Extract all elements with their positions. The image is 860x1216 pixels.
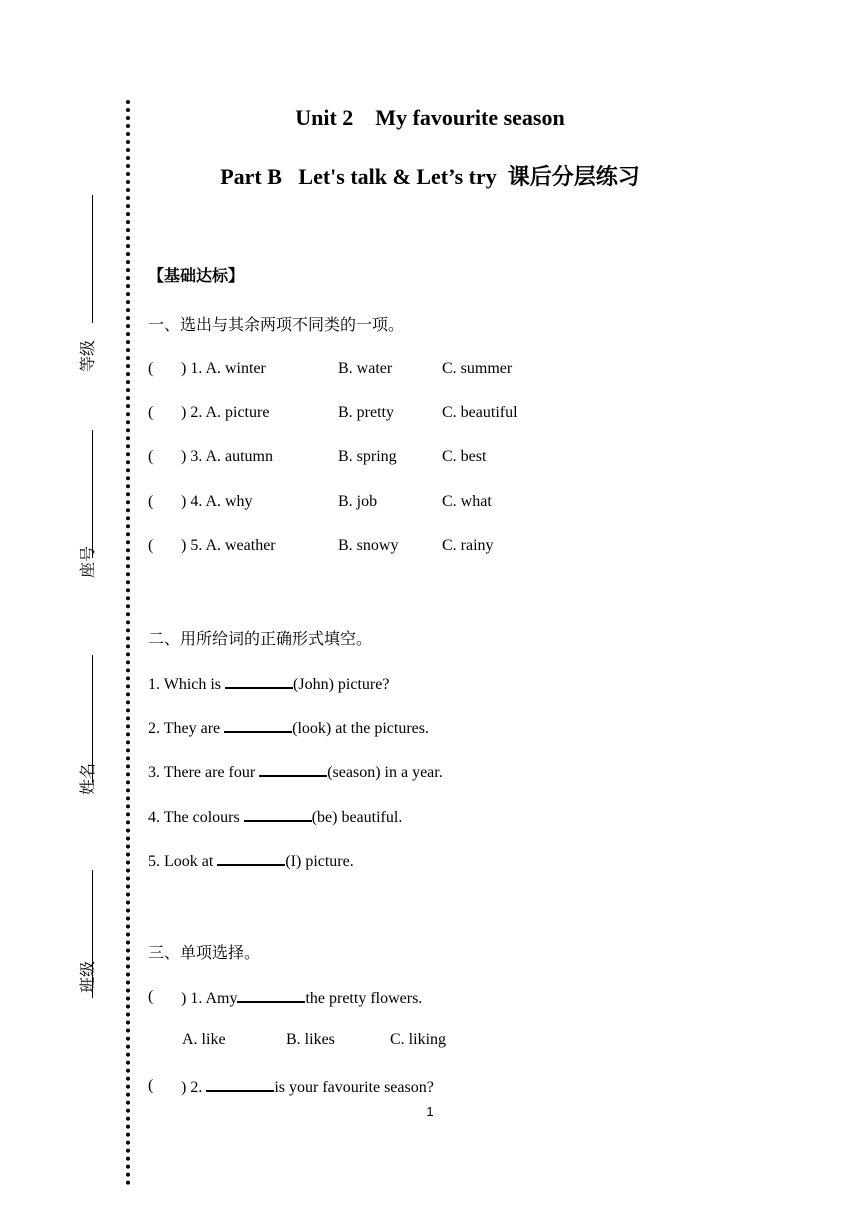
- answer-paren: (: [148, 448, 154, 465]
- name-label: 姓名: [78, 762, 97, 795]
- option-b: B. pretty: [338, 404, 394, 421]
- option-b: B. water: [338, 360, 393, 377]
- section2-item-3: [148, 761, 443, 783]
- sentence-start: 4. The colours: [148, 809, 244, 826]
- level-heading: 【基础达标】: [148, 266, 245, 285]
- class-label: 班级: [78, 960, 97, 993]
- answer-paren: (: [148, 988, 154, 1005]
- sentence-end: (season) in a year.: [327, 764, 443, 781]
- answer-paren: (: [148, 537, 154, 554]
- sentence-start: 2. They are: [148, 720, 225, 737]
- page-number: 1: [426, 1104, 434, 1119]
- answer-paren: (: [148, 404, 154, 421]
- item-question: ) 4. A. why: [181, 493, 253, 510]
- question-end: the pretty flowers.: [305, 990, 423, 1007]
- section3-heading: 三、单项选择。: [148, 943, 261, 962]
- option-c: C. best: [442, 448, 487, 465]
- option-c: C. rainy: [442, 537, 494, 554]
- option-c: C. summer: [442, 360, 513, 377]
- answer-paren: (: [148, 360, 154, 377]
- question-start: ) 2.: [181, 1079, 207, 1096]
- sentence-end: (I) picture.: [285, 853, 354, 870]
- answer-blank[interactable]: [244, 806, 312, 822]
- sentence-end: (look) at the pictures.: [292, 720, 429, 737]
- item-question: ) 5. A. weather: [181, 537, 276, 554]
- grade-underline: [92, 195, 93, 323]
- name-field: [62, 655, 118, 845]
- q1-option-b: B. likes: [286, 1031, 335, 1048]
- answer-blank[interactable]: [225, 673, 293, 689]
- item-question: ) 3. A. autumn: [181, 448, 273, 465]
- seat-label: 座号: [78, 545, 97, 578]
- option-c: C. beautiful: [442, 404, 518, 421]
- answer-paren: (: [148, 1077, 154, 1094]
- part-title: Part B Let's talk & Let’s try 课后分层练习: [220, 164, 640, 189]
- sentence-end: (be) beautiful.: [311, 809, 403, 826]
- section2-item-2: [148, 717, 429, 739]
- question-text: [181, 987, 422, 1009]
- section2-item-1: [148, 673, 389, 695]
- section2-item-4: [148, 806, 402, 828]
- answer-blank[interactable]: [237, 987, 305, 1003]
- question-start: ) 1. Amy: [181, 990, 238, 1007]
- section2-heading: 二、用所给词的正确形式填空。: [148, 629, 373, 648]
- answer-blank[interactable]: [217, 850, 285, 866]
- binding-dotted-line: [126, 100, 130, 1186]
- sentence-start: 5. Look at: [148, 853, 218, 870]
- seat-underline: [92, 430, 93, 558]
- question-text: [181, 1076, 434, 1098]
- answer-blank[interactable]: [224, 717, 292, 733]
- item-question: ) 2. A. picture: [181, 404, 270, 421]
- option-c: C. what: [442, 493, 492, 510]
- option-b: B. spring: [338, 448, 397, 465]
- sentence-end: (John) picture?: [293, 676, 390, 693]
- option-b: B. snowy: [338, 537, 399, 554]
- answer-blank[interactable]: [259, 761, 327, 777]
- answer-paren: (: [148, 493, 154, 510]
- q1-option-c: C. liking: [390, 1031, 447, 1048]
- sentence-start: 3. There are four: [148, 764, 260, 781]
- question-end: is your favourite season?: [274, 1079, 434, 1096]
- section2-item-5: [148, 850, 354, 872]
- q1-option-a: A. like: [182, 1031, 226, 1048]
- seat-field: [62, 430, 118, 620]
- section1-heading: 一、选出与其余两项不同类的一项。: [148, 315, 405, 334]
- option-b: B. job: [338, 493, 378, 510]
- grade-label: 等级: [78, 339, 97, 372]
- unit-title: Unit 2 My favourite season: [295, 105, 565, 130]
- answer-blank[interactable]: [206, 1076, 274, 1092]
- sentence-start: 1. Which is: [148, 676, 226, 693]
- item-question: ) 1. A. winter: [181, 360, 266, 377]
